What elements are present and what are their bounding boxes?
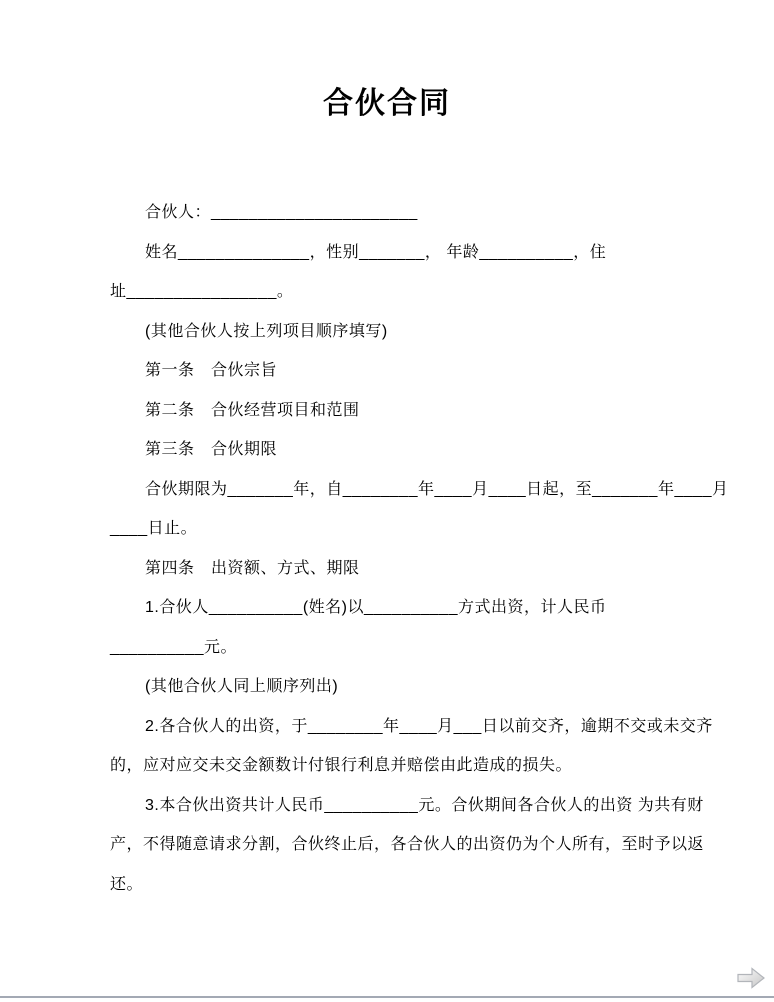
document-line: 第四条 出资额、方式、期限 — [145, 559, 360, 577]
document-line: (其他合伙人同上顺序列出) — [145, 678, 339, 695]
page-bottom-border — [0, 996, 774, 998]
document-line: (其他合伙人按上列项目顺序填写) — [145, 322, 388, 340]
document-line: 第三条 合伙期限 — [145, 441, 278, 458]
document-lines — [110, 193, 729, 904]
document-line: 姓名______________，性别_______， 年龄__________，住 — [145, 243, 607, 261]
document-line: 合伙期限为_______年，自________年____月____日起，至_______年____月 — [145, 480, 729, 498]
arrow-right-shape — [738, 969, 764, 988]
document-line: 的，应对应交未交金额数计付银行利息并赔偿由此造成的损失。 — [110, 757, 573, 774]
document-line: 产，不得随意请求分割，合伙终止后，各合伙人的出资仍为个人所有，至时予以返 — [110, 836, 705, 853]
document-line: 合伙人：______________________ — [145, 204, 418, 221]
document-title: 合伙合同 — [323, 87, 451, 120]
document-line: 还。 — [110, 875, 144, 893]
next-page-arrow-icon[interactable] — [736, 966, 766, 990]
document-line: 2.各合伙人的出资，于________年____月___日以前交齐，逾期不交或未交齐 — [145, 717, 713, 735]
document-line: ____日止。 — [110, 520, 198, 537]
document-line: 第一条 合伙宗旨 — [145, 362, 278, 379]
document-line: __________元。 — [110, 638, 237, 656]
document-line: 址________________。 — [110, 283, 294, 300]
document-line: 3.本合伙出资共计人民币__________元。合伙期间各合伙人的出资 为共有财 — [145, 796, 704, 814]
document-line: 第二条 合伙经营项目和范围 — [145, 401, 360, 419]
document-line: 1.合伙人__________(姓名)以__________方式出资，计人民币 — [145, 599, 607, 616]
